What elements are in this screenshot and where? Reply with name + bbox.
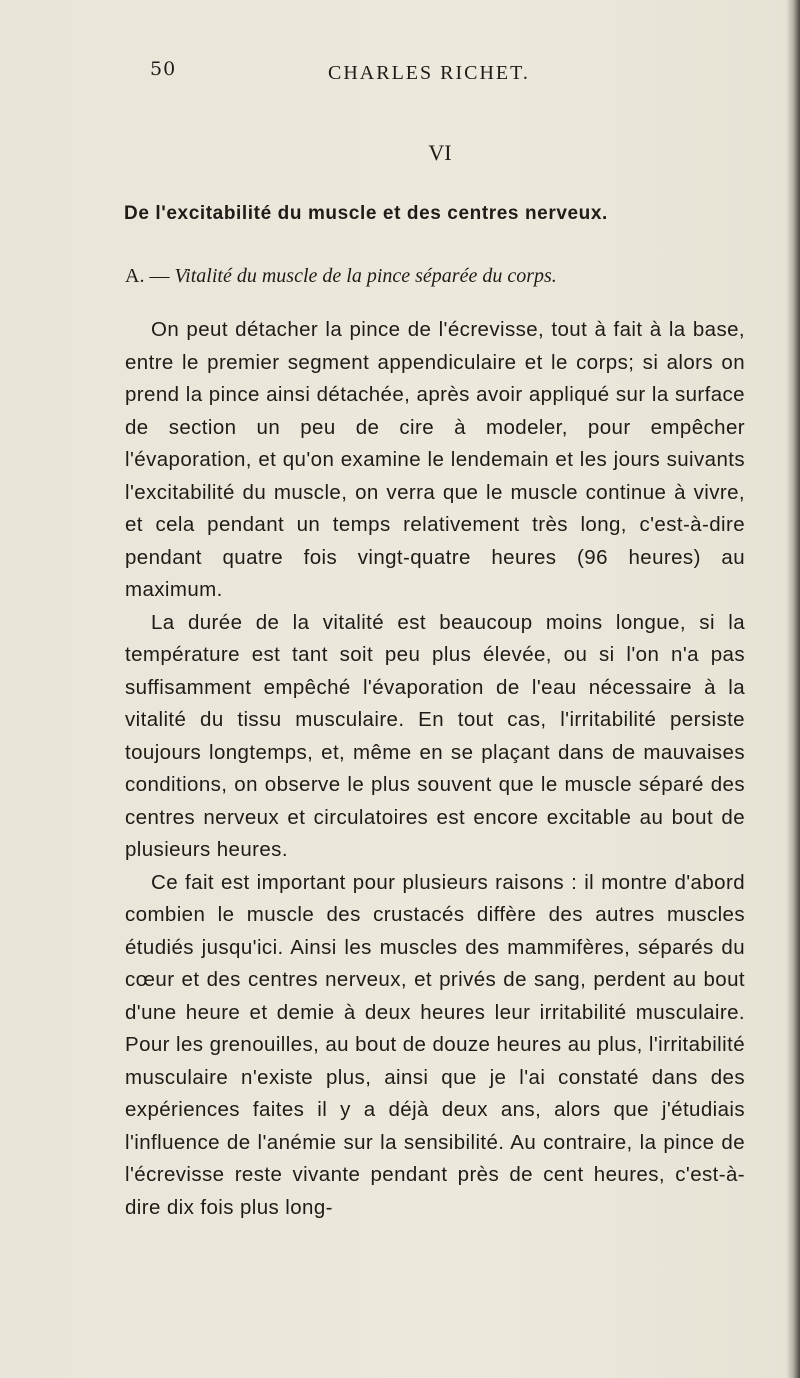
paragraph-3: Ce fait est important pour plusieurs raisons : il montre d'abord combien le muscle des crustacés diffère des autres muscles étudiés jusqu'ici. Ainsi les muscles des mammifères, séparés du cœur et des centres nerveux, et privés de sang, perdent au bout d'une heure et demie à deux heures leur irritabilité musculaire. Pour les grenouilles, au bout de douze heures au plus, l'irritabilité musculaire n'existe plus, ainsi que je l'ai constaté dans des expériences faites il y a déjà deux ans, alors que j'étudiais l'influence de l'anémie sur la sensibilité. Au contraire, la pince de l'écrevisse reste vivante pendant près de cent heures, c'est-à-dire dix fois plus long- [125, 870, 745, 1219]
page-edge-shadow [786, 0, 800, 1378]
paragraph-1: On peut détacher la pince de l'écrevisse, tout à fait à la base, entre le premier segment appendiculaire et le corps; si alors on prend la pince ainsi détachée, après avoir appliqué sur la surface de section un peu de cire à modeler, pour empêcher l'évaporation, et qu'on examine le lendemain et les jours suivants l'excitabilité du muscle, on verra que le muscle continue à vivre, et cela pendant un temps relativement très long, c'est-à-dire pendant quatre fois vingt-quatre heures (96 heures) au maximum. [125, 318, 745, 601]
section-heading: De l'excitabilité du muscle et des centres nerveux. [124, 203, 608, 224]
section-number: VI [428, 140, 452, 165]
subheading-letter: A. — [125, 265, 175, 287]
running-head [0, 58, 800, 88]
body-text [125, 314, 745, 1224]
subheading [125, 265, 765, 288]
page-number: 50 [150, 58, 177, 80]
running-title: CHARLES RICHET. [328, 62, 530, 84]
paragraph-2: La durée de la vitalité est beaucoup moins longue, si la température est tant soit peu plus élevée, ou si l'on n'a pas suffisamment empêché l'évaporation de l'eau nécessaire à la vitalité du tissu musculaire. En tout cas, l'irritabilité persiste toujours longtemps, et, même en se plaçant dans de mauvaises conditions, on observe le plus souvent que le muscle séparé des centres nerveux et circulatoires est encore excitable au bout de plusieurs heures. [125, 610, 745, 861]
subheading-title: Vitalité du muscle de la pince séparée du corps. [174, 265, 557, 287]
